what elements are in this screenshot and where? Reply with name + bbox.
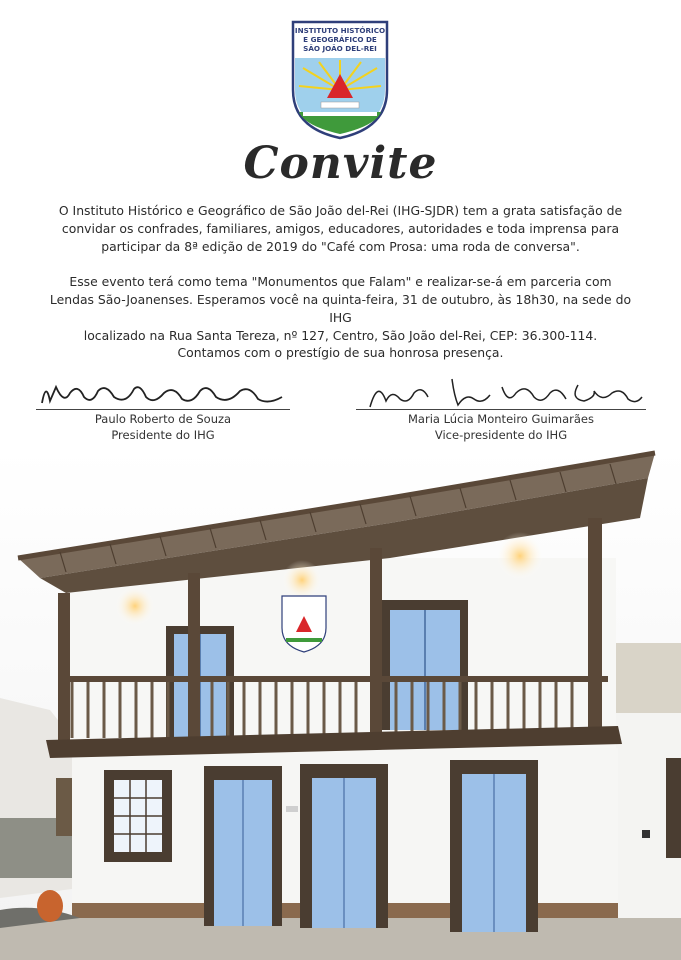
signature-block-vice-president (356, 375, 646, 443)
signature-icon (356, 375, 646, 409)
intro-line-2: convidar os confrades, familiares, amigos, educadores, autoridades e toda imprensa para (61, 221, 620, 236)
building-photo (0, 448, 681, 960)
event-line-3: localizado na Rua Santa Tereza, nº 127, Centro, São João del-Rei, CEP: 36.300-114. (83, 328, 598, 343)
intro-paragraph (40, 202, 641, 256)
crest-text-2: E GEOGRÁFICO DE (303, 35, 377, 44)
ihg-crest-icon (291, 20, 389, 140)
signature-block-president (36, 375, 290, 443)
closing-paragraph: Contamos com o prestígio de sua honrosa presença. (177, 345, 504, 360)
event-line-1: Esse evento terá como tema "Monumentos que Falam" e realizar-se-á em parceria com (69, 274, 612, 289)
event-paragraph (40, 273, 641, 345)
president-role: Presidente do IHG (111, 428, 215, 442)
intro-line-3: participar da 8ª edição de 2019 do "Café com Prosa: uma roda de conversa". (101, 239, 580, 254)
vice-president-role: Vice-presidente do IHG (434, 428, 568, 442)
signature-icon (36, 375, 290, 409)
president-name: Paulo Roberto de Souza (94, 412, 232, 426)
crest-text-1: INSTITUTO HISTÓRICO (294, 26, 386, 35)
page-title: Convite (243, 138, 438, 189)
event-line-2: Lendas São-Joanenses. Esperamos você na quinta-feira, 31 de outubro, às 18h30, na sede do IHG (49, 292, 632, 325)
intro-line-1: O Instituto Histórico e Geográfico de São João del-Rei (IHG-SJDR) tem a grata satisfação de (58, 203, 623, 218)
crest-text-3: SÃO JOÃO DEL-REI (303, 44, 377, 53)
vice-president-name: Maria Lúcia Monteiro Guimarães (408, 412, 594, 426)
